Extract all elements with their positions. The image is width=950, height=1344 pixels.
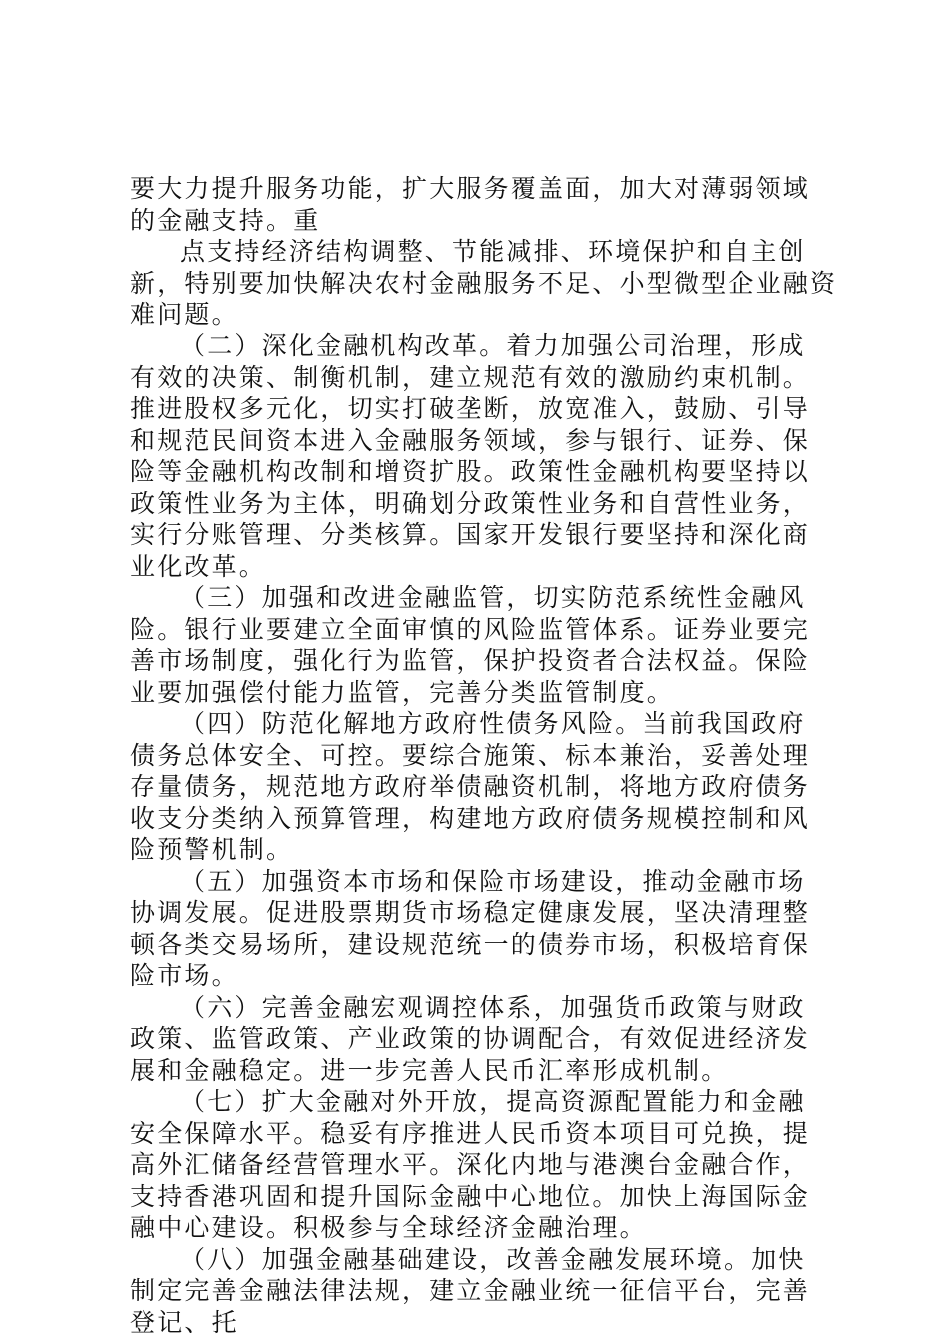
- paragraph-text: 要大力提升服务功能，扩大服务覆盖面，加大对薄弱领域的金融支持。重: [130, 174, 811, 235]
- paragraph-top-1: [130, 173, 830, 236]
- paragraph-section-6: （六）完善金融宏观调控体系，加强货币政策与财政政策、监管政策、产业政策的协调配合，有效促进经济发展和金融稳定。进一步完善人民币汇率形成机制。: [130, 992, 811, 1085]
- paragraph-section-7: （七）扩大金融对外开放，提高资源配置能力和金融安全保障水平。稳妥有序推进人民币资本项目可兑换，提高外汇储备经营管理水平。深化内地与港澳台金融合作，支持香港巩固和提升国际金融中心地位。加快上海国际金融中心建设。积极参与全球经济金融治理。: [130, 1087, 811, 1242]
- paragraph-section-3: （三）加强和改进金融监管，切实防范系统性金融风险。银行业要建立全面审慎的风险监管体系。证券业要完善市场制度，强化行为监管，保护投资者合法权益。保险业要加强偿付能力监管，完善分类监管制度。: [130, 583, 811, 707]
- paragraph-text: 点支持经济结构调整、节能减排、环境保护和自主创新，特别要加快解决农村金融服务不足、小型微型企业融资难问题。: [130, 237, 838, 329]
- paragraph-section-2: （二）深化金融机构改革。着力加强公司治理，形成有效的决策、制衡机制，建立规范有效的激励约束机制。推进股权多元化，切实打破垄断，放宽准入，鼓励、引导和规范民间资本进入金融服务领域，参与银行、证券、保险等金融机构改制和增资扩股。政策性金融机构要坚持以政策性业务为主体，明确划分政策性业务和自营性业务，实行分账管理、分类核算。国家开发银行要坚持和深化商业化改革。: [130, 331, 811, 581]
- paragraph-section-5: （五）加强资本市场和保险市场建设，推动金融市场协调发展。促进股票期货市场稳定健康发展，坚决清理整顿各类交易场所，建设规范统一的债券市场，积极培育保险市场。: [130, 866, 811, 990]
- paragraph-section-4: （四）防范化解地方政府性债务风险。当前我国政府债务总体安全、可控。要综合施策、标本兼治，妥善处理存量债务，规范地方政府举债融资机制，将地方政府债务收支分类纳入预算管理，构建地方政府债务规模控制和风险预警机制。: [130, 709, 811, 864]
- paragraph-top-2: [130, 236, 850, 331]
- document-body: [130, 330, 830, 1338]
- paragraph-section-8: （八）加强金融基础建设，改善金融发展环境。加快制定完善金融法律法规，建立金融业统一征信平台，完善登记、托: [130, 1244, 811, 1337]
